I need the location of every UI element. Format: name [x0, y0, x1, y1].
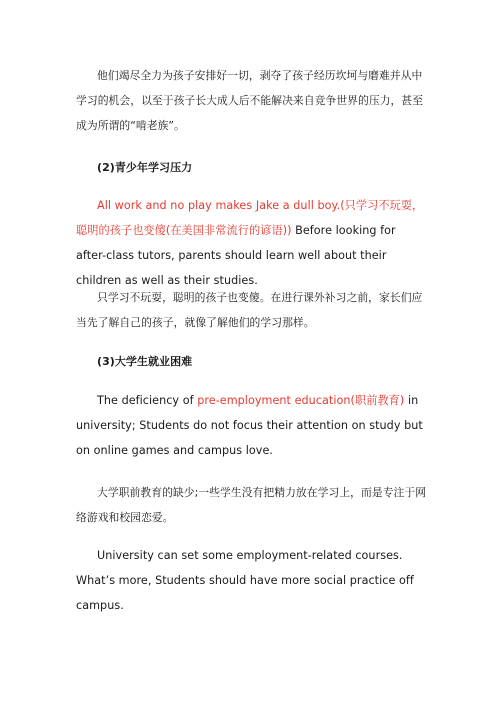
heading-text: (3)大学生就业困难: [97, 355, 193, 368]
paragraph-text-after: in university; Students do not focus their attention on study but on online games and campus love.: [76, 394, 423, 457]
paragraph-all-work-no-play: [76, 193, 428, 293]
section-heading-teen-study-pressure: [76, 155, 428, 180]
paragraph-text: 大学职前教育的缺少;一些学生没有把精力放在学习上，而是专注于网络游戏和校园恋爱。: [76, 486, 427, 524]
paragraph-translation-tutors: [76, 285, 428, 335]
paragraph-parents-overprotection: [76, 63, 428, 138]
paragraph-university-courses: [76, 543, 428, 618]
paragraph-text-before: The deficiency of: [97, 394, 198, 407]
highlighted-term: pre-employment education(职前教育): [197, 394, 405, 407]
paragraph-text: University can set some employment-related courses. What’s more, Students should have more social practice off campus.: [76, 549, 414, 612]
paragraph-text: 只学习不玩耍，聪明的孩子也变傻。在进行课外补习之前，家长们应当先了解自己的孩子，就像了解他们的学习那样。: [76, 291, 423, 329]
paragraph-text: 他们竭尽全力为孩子安排好一切，剥夺了孩子经历坎坷与磨难并从中学习的机会，以至于孩子长大成人后不能解决来自竞争世界的压力，甚至成为所谓的“啃老族”。: [76, 69, 424, 132]
section-heading-graduate-employment: [76, 349, 428, 374]
highlighted-proverb: All work and no play makes Jake a dull boy.(只学习不玩耍，聪明的孩子也变傻(在美国非常流行的谚语)): [76, 199, 424, 237]
paragraph-pre-employment-education: [76, 388, 428, 463]
heading-text: (2)青少年学习压力: [97, 161, 193, 174]
paragraph-translation-university: [76, 480, 428, 530]
paragraph-text: Before looking for after-class tutors, parents should learn well about their children as well as their studies.: [76, 224, 396, 287]
